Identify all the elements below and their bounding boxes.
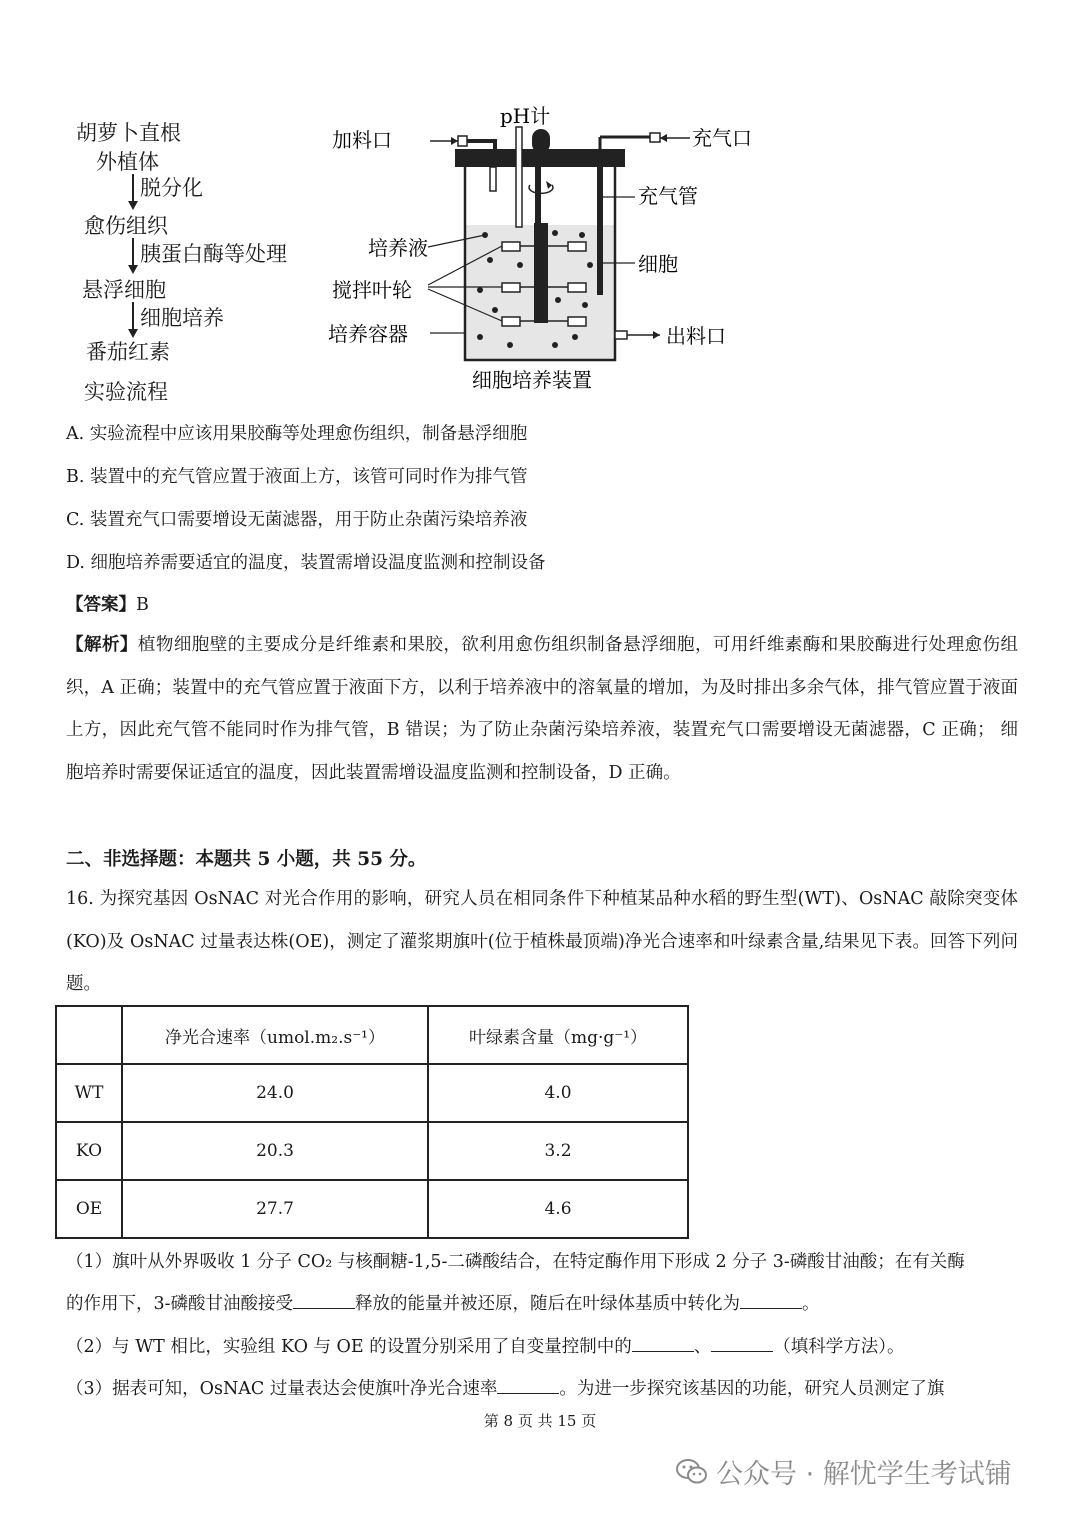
table-cell: 24.0 xyxy=(122,1064,428,1122)
q16-part2-text-c: （填科学方法）。 xyxy=(773,1337,905,1357)
label-culture-medium: 培养液 xyxy=(368,236,428,260)
table-row xyxy=(56,1122,688,1180)
cell-culture-device-diagram xyxy=(320,105,780,405)
table-header-cell: 叶绿素含量（mg·g⁻¹） xyxy=(428,1006,688,1064)
results-table xyxy=(55,1005,689,1239)
table-row xyxy=(56,1064,688,1122)
label-container: 培养容器 xyxy=(328,322,408,346)
analysis-paragraph xyxy=(66,624,1018,794)
watermark xyxy=(676,1452,1012,1491)
experiment-flowchart xyxy=(66,112,326,412)
answer-blank[interactable] xyxy=(497,1392,559,1394)
table-cell: 4.6 xyxy=(428,1180,688,1238)
option-d: D. 细胞培养需要适宜的温度，装置需增设温度监测和控制设备 xyxy=(66,553,546,573)
watermark-text: 公众号 · 解忧学生考试铺 xyxy=(716,1459,1012,1490)
answer-label: 【答案】 xyxy=(66,595,136,615)
q16-part1-line2 xyxy=(66,1290,820,1315)
q16-part2-text-a: （2）与 WT 相比，实验组 KO 与 OE 的设置分别采用了自变量控制中的 xyxy=(66,1337,632,1357)
table-cell: KO xyxy=(56,1122,122,1180)
label-gas-inlet: 充气口 xyxy=(692,126,752,150)
q16-part1-text-a: 的作用下，3-磷酸甘油酸接受 xyxy=(66,1294,294,1314)
label-ph-meter: pH计 xyxy=(500,105,551,128)
option-c: C. 装置充气口需要增设无菌滤器，用于防止杂菌污染培养液 xyxy=(66,510,528,530)
table-header-row xyxy=(56,1006,688,1064)
table-header-cell: 净光合速率（umol.m₂.s⁻¹） xyxy=(122,1006,428,1064)
q16-part1-text-b: 释放的能量并被还原，随后在叶绿体基质中转化为 xyxy=(355,1294,741,1314)
q16-part2-text-b: 、 xyxy=(693,1337,712,1357)
flow-step-suspension-cells: 悬浮细胞 xyxy=(82,278,166,302)
motor-knob xyxy=(532,129,550,153)
answer-value: B xyxy=(136,595,149,615)
flow-step-callus: 愈伤组织 xyxy=(84,214,168,238)
label-impeller: 搅拌叶轮 xyxy=(332,278,412,302)
page-footer: 第 8 页 共 15 页 xyxy=(483,1412,597,1430)
flow-arrow-1 xyxy=(132,174,134,208)
question-16-stem: 16. 为探究基因 OsNAC 对光合作用的影响，研究人员在相同条件下种植某品种水稻的野生型(WT)、OsNAC 敲除突变体(KO)及 OsNAC 过量表达株(OE)，测定了灌浆期旗叶(位于植株最顶端)净光合速率和叶绿素含量,结果见下表。回答下列问题。 xyxy=(66,889,1018,994)
label-cell: 细胞 xyxy=(638,252,678,276)
flow-label-trypsin: 胰蛋白酶等处理 xyxy=(140,242,287,266)
flowchart-caption: 实验流程 xyxy=(84,380,168,404)
q16-part2 xyxy=(66,1333,905,1358)
flow-step-lycopene: 番茄红素 xyxy=(86,340,170,364)
label-feed-inlet: 加料口 xyxy=(332,128,392,152)
q16-part3-text-b: 。为进一步探究该基因的功能，研究人员测定了旗 xyxy=(559,1379,945,1399)
table-cell: 3.2 xyxy=(428,1122,688,1180)
q16-part3-text-a: （3）据表可知，OsNAC 过量表达会使旗叶净光合速率 xyxy=(66,1379,498,1399)
impeller-shaft xyxy=(534,223,548,323)
answer-blank[interactable] xyxy=(740,1307,802,1309)
flow-label-dedifferentiation: 脱分化 xyxy=(140,176,203,200)
table-cell: OE xyxy=(56,1180,122,1238)
wechat-icon xyxy=(676,1458,708,1486)
answer-line xyxy=(66,591,149,616)
answer-blank[interactable] xyxy=(711,1350,773,1352)
q16-part1-line1: （1）旗叶从外界吸收 1 分子 CO₂ 与核酮糖-1,5-二磷酸结合，在特定酶作用下形成 2 分子 3-磷酸甘油酸；在有关酶 xyxy=(66,1252,965,1272)
ph-probe xyxy=(516,127,522,227)
q16-part3 xyxy=(66,1375,944,1400)
table-header-cell xyxy=(56,1006,122,1064)
table-cell: WT xyxy=(56,1064,122,1122)
flow-step-explant-a: 胡萝卜直根 xyxy=(76,121,181,145)
flow-label-cell-culture: 细胞培养 xyxy=(140,306,224,330)
device-caption: 细胞培养装置 xyxy=(472,368,592,392)
flow-arrow-2 xyxy=(132,238,134,272)
answer-blank[interactable] xyxy=(632,1350,694,1352)
table-cell: 4.0 xyxy=(428,1064,688,1122)
option-b: B. 装置中的充气管应置于液面上方，该管可同时作为排气管 xyxy=(66,467,528,487)
flow-step-explant-b: 外植体 xyxy=(96,150,159,174)
label-gas-tube: 充气管 xyxy=(638,184,698,208)
label-outlet: 出料口 xyxy=(666,324,726,348)
analysis-text: 植物细胞壁的主要成分是纤维素和果胶，欲利用愈伤组织制备悬浮细胞，可用纤维素酶和果胶酶进行处理愈伤组织，A 正确；装置中的充气管应置于液面下方，以利于培养液中的溶氧量的增加，为及时排出多余气体，排气管应置于液面上方，因此充气管不能同时作为排气管，B 错误；为了防止杂菌污染培养液，装置充气口需要增设无菌滤器，C 正确； 细胞培养时需要保证适宜的温度，因此装置需增设温度监测和控制设备，D 正确。 xyxy=(66,635,1019,783)
flow-arrow-3 xyxy=(132,302,134,336)
table-row xyxy=(56,1180,688,1238)
feed-pipe xyxy=(465,141,495,149)
table-cell: 20.3 xyxy=(122,1122,428,1180)
answer-blank[interactable] xyxy=(293,1307,355,1309)
analysis-label: 【解析】 xyxy=(66,635,138,655)
option-a: A. 实验流程中应该用果胶酶等处理愈伤组织，制备悬浮细胞 xyxy=(66,424,528,444)
table-cell: 27.7 xyxy=(122,1180,428,1238)
q16-part1-text-c: 。 xyxy=(802,1294,820,1314)
section-title: 二、非选择题：本题共 5 小题，共 55 分。 xyxy=(66,849,427,870)
